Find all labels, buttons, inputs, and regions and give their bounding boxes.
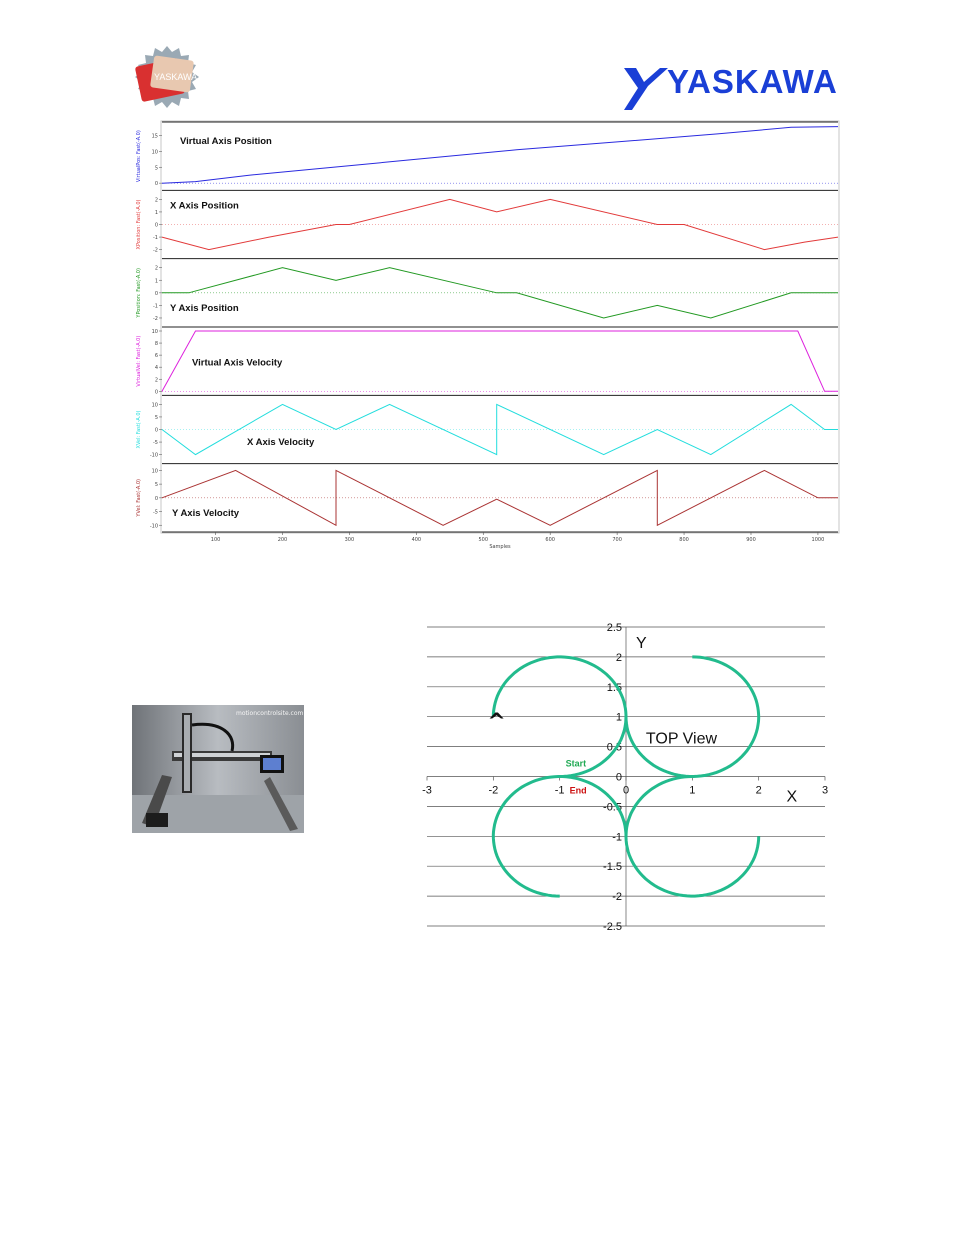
y-tick-label: 2 <box>615 651 622 664</box>
y-tick-label: -0.5 <box>603 801 622 814</box>
y-tick-label: 1 <box>154 209 158 216</box>
motion-trace-chart <box>132 118 842 550</box>
photo-watermark: motioncontrolsite.com <box>236 710 304 717</box>
y-tick-label: 2 <box>154 197 158 204</box>
series-axis-label: VirtualVel: Fast(-A.0) <box>136 335 142 387</box>
y-tick-label: 5 <box>154 482 158 489</box>
y-tick-label: 2.5 <box>606 622 622 634</box>
y-tick-label: 2 <box>154 265 158 272</box>
series-title: X Axis Position <box>170 200 239 212</box>
series-title: Virtual Axis Velocity <box>192 357 283 369</box>
plot-title: TOP View <box>645 730 718 748</box>
y-tick-label: 10 <box>151 402 158 409</box>
x-tick-label: 100 <box>210 537 221 543</box>
tech-badge-logo <box>132 44 202 110</box>
y-tick-label: -2 <box>153 247 158 254</box>
y-tick-label: 0 <box>154 427 158 434</box>
y-tick-label: 0 <box>154 290 158 297</box>
y-tick-label: 2 <box>154 377 158 384</box>
y-tick-label: 0 <box>154 389 158 396</box>
x-axis-label: Samples <box>489 544 511 550</box>
y-tick-label: 1 <box>154 278 158 285</box>
y-tick-label: -2 <box>153 315 158 322</box>
y-tick-label: 0 <box>154 181 158 188</box>
brand-name: YASKAWA <box>667 63 838 100</box>
series-title: Y Axis Velocity <box>172 507 240 519</box>
top-view-xy-chart <box>414 612 844 942</box>
y-axis-label: Y <box>635 634 647 652</box>
y-tick-label: -5 <box>153 509 158 516</box>
y-tick-label: 15 <box>151 133 158 140</box>
series-axis-label: XPosition: Fast(-A.0) <box>136 199 142 250</box>
x-tick-label: -1 <box>554 784 565 797</box>
gantry-robot-photo <box>132 705 304 833</box>
y-tick-label: 8 <box>154 341 158 348</box>
y-tick-label: 10 <box>151 329 158 335</box>
y-tick-label: 5 <box>154 414 158 421</box>
x-tick-label: 3 <box>821 784 829 797</box>
x-tick-label: 500 <box>478 537 489 543</box>
series-axis-label: YPosition: Fast(-A.0) <box>136 268 142 318</box>
y-tick-label: -1.5 <box>603 861 622 874</box>
series-axis-label: YVel: Fast(-A.0) <box>136 479 142 517</box>
end-label: End <box>569 785 587 796</box>
y-tick-label: -10 <box>149 452 158 459</box>
y-tick-label: 4 <box>154 365 158 372</box>
start-label: Start <box>565 758 587 769</box>
x-tick-label: -3 <box>422 784 432 797</box>
y-tick-label: -1 <box>153 235 158 242</box>
x-tick-label: 200 <box>277 537 288 543</box>
y-tick-label: 10 <box>151 468 158 475</box>
x-tick-label: -2 <box>488 784 499 797</box>
x-tick-label: 800 <box>679 537 689 543</box>
y-tick-label: 0 <box>615 771 622 784</box>
x-tick-label: 900 <box>746 537 756 543</box>
x-tick-label: 400 <box>411 537 422 543</box>
y-tick-label: -2 <box>612 891 622 904</box>
y-tick-label: -1 <box>153 303 158 310</box>
x-tick-label: 0 <box>622 784 630 797</box>
series-title: Y Axis Position <box>170 302 239 314</box>
x-tick-label: 700 <box>612 537 622 543</box>
y-tick-label: -2.5 <box>603 921 622 933</box>
direction-arrow-icon: ^ <box>487 709 506 735</box>
series-axis-label: VirtualPos: Fast(-A.0) <box>136 130 142 183</box>
x-tick-label: 600 <box>545 537 555 543</box>
y-tick-label: 0.5 <box>606 741 622 754</box>
y-tick-label: 5 <box>154 165 158 172</box>
series-title: Virtual Axis Position <box>180 136 272 148</box>
series-axis-label: XVel: Fast(-A.0) <box>136 410 142 449</box>
x-tick-label: 2 <box>755 784 762 797</box>
y-tick-label: -5 <box>153 440 158 447</box>
x-tick-label: 1 <box>689 784 696 797</box>
x-axis-label: X <box>786 788 798 806</box>
y-tick-label: -1 <box>612 831 622 844</box>
y-tick-label: 1.5 <box>606 681 622 694</box>
y-tick-label: 1 <box>615 711 622 724</box>
y-tick-label: 0 <box>154 222 158 229</box>
series-title: X Axis Velocity <box>247 436 315 448</box>
y-tick-label: 10 <box>151 149 158 156</box>
x-tick-label: 300 <box>344 537 355 543</box>
y-tick-label: -10 <box>149 523 158 530</box>
x-tick-label: 1000 <box>811 537 825 543</box>
badge-text: YASKAWA <box>154 72 198 82</box>
y-tick-label: 6 <box>154 353 158 360</box>
y-tick-label: 0 <box>154 495 158 502</box>
